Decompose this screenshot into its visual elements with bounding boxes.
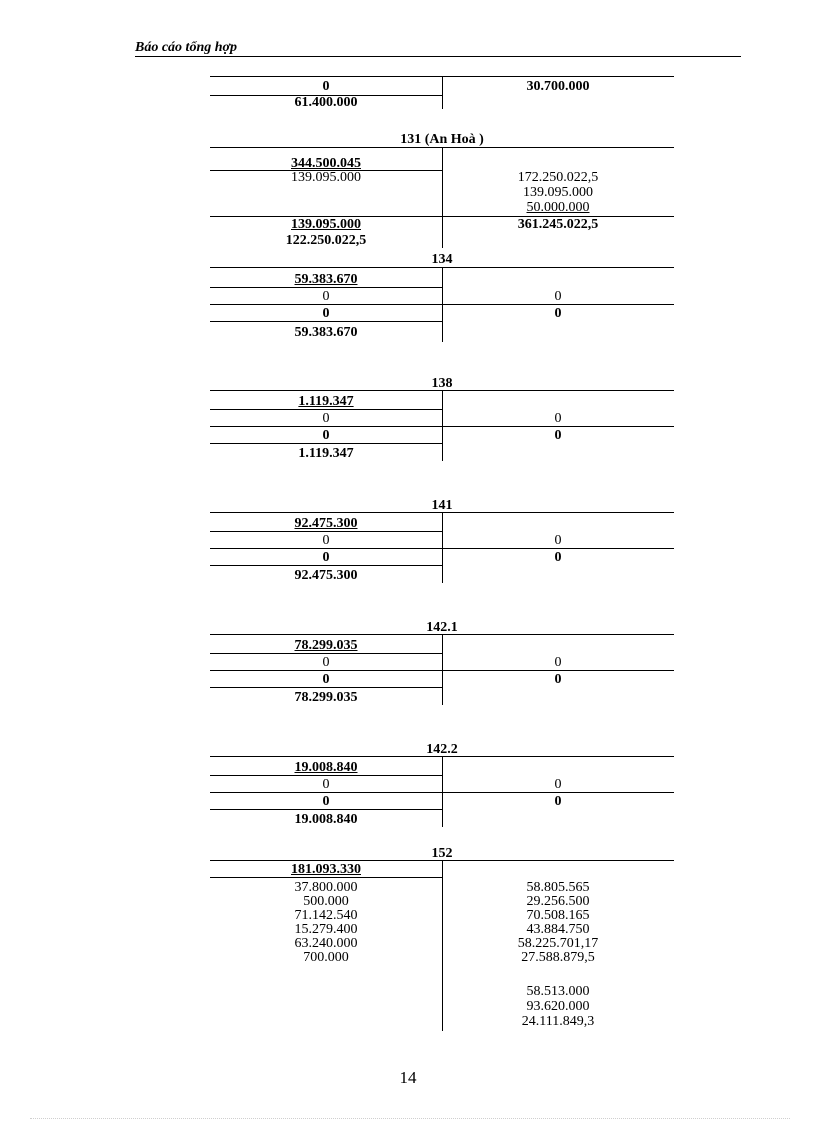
debit-total: 0 <box>322 794 330 809</box>
debit-total: 0 <box>322 306 330 321</box>
credit-entry: 50.000.000 <box>526 200 590 215</box>
rule <box>210 443 442 444</box>
debit-total: 0 <box>322 672 330 687</box>
credit-total: 361.245.022,5 <box>517 217 599 232</box>
credit-total: 30.700.000 <box>526 79 590 94</box>
t-account-divider <box>442 268 443 342</box>
credit-total: 0 <box>554 672 562 687</box>
credit-entry: 27.588.879,5 <box>521 950 595 965</box>
closing-balance: 1.119.347 <box>298 446 354 461</box>
closing-balance: 78.299.035 <box>294 690 358 705</box>
debit-entry: 700.000 <box>303 950 349 965</box>
credit-entry: 58.805.565 <box>526 880 590 895</box>
opening-balance: 92.475.300 <box>294 516 358 531</box>
credit-total: 0 <box>554 550 562 565</box>
page-number: 14 <box>399 1068 417 1087</box>
debit-total: 0 <box>322 428 330 443</box>
account-title: 138 <box>431 376 453 391</box>
debit-entry: 139.095.000 <box>291 170 361 185</box>
credit-entry: 58.225.701,17 <box>517 936 599 951</box>
rule <box>210 792 674 793</box>
credit-entry: 0 <box>554 777 562 792</box>
account-title: 152 <box>431 846 453 861</box>
rule <box>210 409 442 410</box>
credit-entry: 58.513.000 <box>526 984 590 999</box>
page-edge-divider <box>30 1118 790 1119</box>
opening-balance: 19.008.840 <box>294 760 358 775</box>
closing-balance: 59.383.670 <box>294 325 358 340</box>
debit-entry: 63.240.000 <box>294 936 358 951</box>
credit-entry: 93.620.000 <box>526 999 590 1014</box>
rule <box>210 216 674 217</box>
rule <box>210 565 442 566</box>
credit-entry: 70.508.165 <box>526 908 590 923</box>
rule <box>210 321 442 322</box>
credit-entry: 0 <box>554 289 562 304</box>
rule <box>210 809 442 810</box>
rule <box>210 653 442 654</box>
credit-entry: 139.095.000 <box>523 185 593 200</box>
page-header <box>135 40 741 57</box>
opening-balance: 181.093.330 <box>291 862 361 877</box>
header-title: Báo cáo tổng hợp <box>135 40 238 55</box>
credit-entry: 43.884.750 <box>526 922 590 937</box>
credit-entry: 172.250.022,5 <box>517 170 599 185</box>
credit-entry: 0 <box>554 411 562 426</box>
opening-balance: 59.383.670 <box>294 272 358 287</box>
debit-entry: 37.800.000 <box>294 880 358 895</box>
rule <box>210 287 442 288</box>
closing-balance: 61.400.000 <box>294 95 358 110</box>
credit-entry: 0 <box>554 533 562 548</box>
rule <box>210 775 442 776</box>
debit-entry: 15.279.400 <box>294 922 358 937</box>
debit-entry: 71.142.540 <box>294 908 358 923</box>
debit-entry: 0 <box>322 777 330 792</box>
credit-total: 0 <box>554 306 562 321</box>
rule <box>210 531 442 532</box>
account-title: 134 <box>431 252 453 267</box>
credit-entry: 29.256.500 <box>526 894 590 909</box>
rule <box>210 877 442 878</box>
rule <box>210 304 674 305</box>
account-title: 142.2 <box>426 742 458 757</box>
account-title: 142.1 <box>426 620 458 635</box>
rule <box>210 548 674 549</box>
rule <box>210 670 674 671</box>
closing-balance: 19.008.840 <box>294 812 358 827</box>
debit-total: 0 <box>322 550 330 565</box>
debit-total: 139.095.000 <box>291 217 361 232</box>
opening-balance: 1.119.347 <box>298 394 354 409</box>
credit-entry: 0 <box>554 655 562 670</box>
credit-entry: 24.111.849,3 <box>521 1014 595 1029</box>
debit-entry: 0 <box>322 289 330 304</box>
debit-entry: 500.000 <box>303 894 349 909</box>
debit-entry: 0 <box>322 655 330 670</box>
closing-balance: 92.475.300 <box>294 568 358 583</box>
debit-entry: 0 <box>322 533 330 548</box>
rule <box>210 687 442 688</box>
account-title: 131 (An Hoà ) <box>400 132 484 147</box>
opening-balance: 344.500.045 <box>291 156 361 171</box>
account-title: 141 <box>431 498 453 513</box>
debit-total: 0 <box>322 79 330 94</box>
credit-total: 0 <box>554 794 562 809</box>
debit-entry: 0 <box>322 411 330 426</box>
opening-balance: 78.299.035 <box>294 638 358 653</box>
closing-balance: 122.250.022,5 <box>285 233 367 248</box>
rule <box>210 426 674 427</box>
credit-total: 0 <box>554 428 562 443</box>
